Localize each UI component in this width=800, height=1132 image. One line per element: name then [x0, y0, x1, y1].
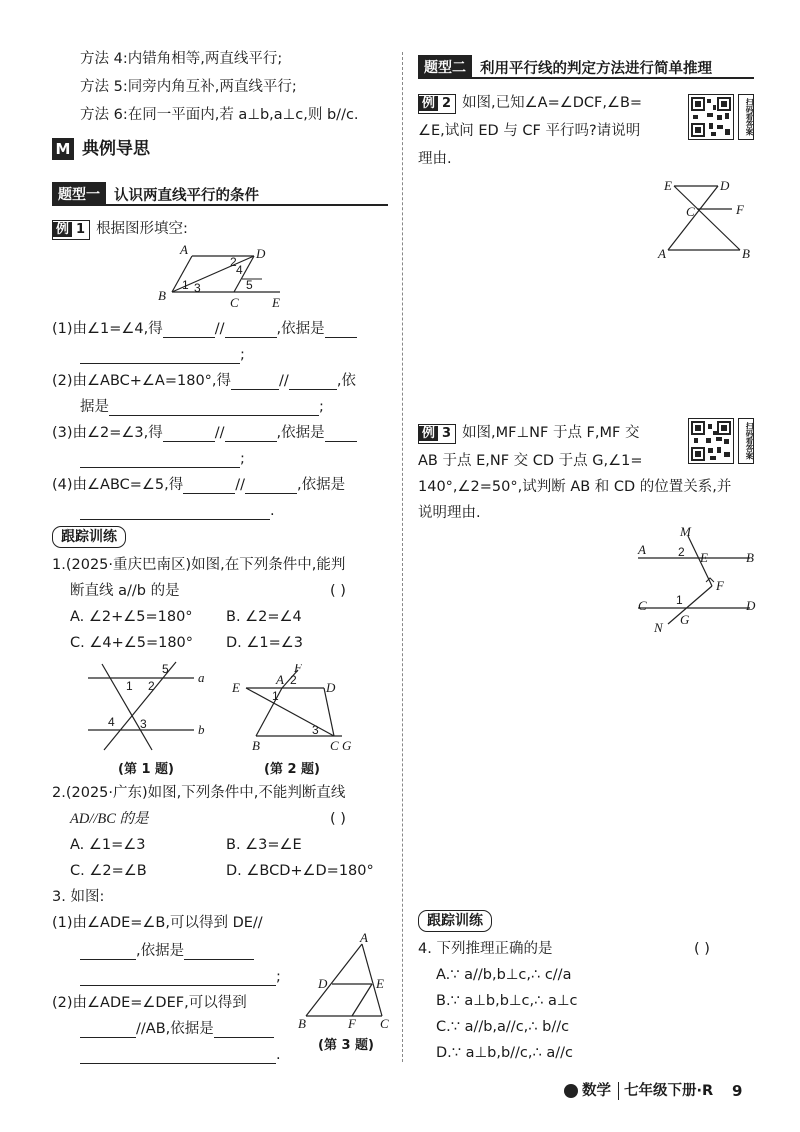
svg-text:C: C	[380, 1016, 389, 1031]
fig-label: 4	[236, 263, 243, 277]
svg-text:b: b	[198, 722, 205, 737]
ex2-line2: ∠E,试问 ED 与 CF 平行吗?请说明	[418, 123, 641, 139]
ex1-prompt: 根据图形填空:	[96, 221, 188, 237]
ex1-q4-cont: .	[80, 502, 275, 520]
svg-text:1: 1	[272, 689, 279, 703]
ex1-q2-cont: 据是 ;	[80, 399, 324, 415]
type2-tag: 题型二	[418, 55, 472, 79]
section-icon: M	[52, 138, 74, 160]
fig-label: C	[230, 295, 239, 310]
p2-caption: (第 2 题)	[264, 762, 320, 777]
method-6: 方法 6:在同一平面内,若 a⊥b,a⊥c,则 b//c.	[80, 107, 359, 123]
p4-option-a[interactable]: A.∵ a//b,b⊥c,∴ c//a	[436, 967, 572, 983]
svg-text:A: A	[658, 246, 666, 261]
svg-text:M: M	[680, 524, 691, 539]
p3-figure	[292, 932, 396, 1032]
svg-text:C: C	[330, 738, 339, 753]
svg-text:2: 2	[290, 673, 297, 687]
svg-text:B: B	[252, 738, 260, 753]
p3-q1: (1)由∠ADE=∠B,可以得到 DE//	[52, 915, 263, 931]
p2-option-b[interactable]: B. ∠3=∠E	[226, 837, 302, 853]
fig-label: 3	[194, 281, 201, 295]
svg-text:G: G	[342, 738, 352, 753]
p3-q2: (2)由∠ADE=∠DEF,可以得到	[52, 995, 247, 1011]
type1-header	[52, 183, 259, 205]
svg-text:D: D	[720, 178, 730, 193]
svg-text:F: F	[716, 578, 724, 593]
svg-text:F: F	[348, 1016, 356, 1031]
ex2-line1: 例 2 如图,已知∠A=∠DCF,∠B=	[418, 94, 642, 114]
svg-text:1: 1	[676, 593, 683, 607]
p3-q2-cont: //AB,依据是	[80, 1020, 274, 1038]
svg-text:4: 4	[108, 715, 115, 729]
svg-text:N: N	[654, 620, 663, 635]
p1-answer-paren: ( )	[330, 583, 346, 599]
p4-option-c[interactable]: C.∵ a//b,a//c,∴ b//c	[436, 1019, 570, 1035]
footer-sep	[618, 1082, 619, 1100]
ex3-qr-label: 扫码看答案	[738, 418, 754, 464]
p1-figure	[82, 660, 212, 756]
p1-option-d[interactable]: D. ∠1=∠3	[226, 635, 303, 651]
p4-option-b[interactable]: B.∵ a⊥b,b⊥c,∴ a⊥c	[436, 993, 578, 1009]
svg-text:B: B	[298, 1016, 306, 1031]
fig-label: 2	[230, 255, 237, 269]
svg-text:3: 3	[140, 717, 147, 731]
page-number: 9	[732, 1082, 743, 1100]
type1-title: 认识两直线平行的条件	[114, 187, 259, 204]
footer-subject: 数学	[582, 1083, 611, 1099]
ex3-qr-code-icon[interactable]	[688, 418, 734, 464]
p2-stem1: 2.(2025·广东)如图,下列条件中,不能判断直线	[52, 785, 346, 801]
p1-stem1: 1.(2025·重庆巴南区)如图,在下列条件中,能判	[52, 557, 346, 573]
ex1-prompt-line	[52, 220, 188, 240]
p3-q1-cont2: ;	[80, 968, 281, 986]
p1-caption: (第 1 题)	[118, 762, 174, 777]
svg-text:3: 3	[312, 723, 319, 737]
svg-text:G: G	[680, 612, 690, 627]
fig-label: A	[180, 244, 188, 257]
p2-option-c[interactable]: C. ∠2=∠B	[70, 863, 147, 879]
svg-text:C: C	[638, 598, 647, 613]
ex1-q2: (2)由∠ABC+∠A=180°,得 // ,依	[52, 373, 356, 389]
type1-underline	[52, 204, 388, 206]
p4-option-d[interactable]: D.∵ a⊥b,b//c,∴ a//c	[436, 1045, 573, 1061]
ex3-line2: AB 于点 E,NF 交 CD 于点 G,∠1=	[418, 453, 643, 469]
track-training-1: 跟踪训练	[52, 526, 126, 548]
section-title: 典例导思	[82, 139, 150, 159]
p3-caption: (第 3 题)	[318, 1038, 374, 1053]
ex1-q3: (3)由∠2=∠3,得 // ,依据是	[52, 424, 357, 442]
fig-label: D	[256, 246, 266, 261]
p4-answer-paren: ( )	[694, 941, 710, 957]
ex3-line4: 说明理由.	[418, 505, 481, 521]
method-5: 方法 5:同旁内角互补,两直线平行;	[80, 79, 297, 95]
svg-text:F: F	[294, 664, 302, 675]
p3-q2-cont2: .	[80, 1046, 281, 1064]
p2-answer-paren: ( )	[330, 811, 346, 827]
p4-stem: 4. 下列推理正确的是	[418, 941, 553, 957]
ex2-qr-code-icon[interactable]	[688, 94, 734, 140]
ex2-badge: 例 2	[418, 94, 456, 114]
p1-option-b[interactable]: B. ∠2=∠4	[226, 609, 302, 625]
ex1-q3-cont: ;	[80, 450, 245, 468]
type2-title: 利用平行线的判定方法进行简单推理	[480, 60, 712, 77]
p1-option-a[interactable]: A. ∠2+∠5=180°	[70, 609, 193, 625]
svg-text:D: D	[746, 598, 756, 613]
svg-text:A: A	[638, 542, 646, 557]
ex1-figure	[150, 244, 290, 312]
ex1-q1: (1)由∠1=∠4,得 // ,依据是	[52, 320, 357, 338]
ex1-badge: 例 1	[52, 220, 90, 240]
svg-text:E: E	[232, 680, 240, 695]
ex3-line3: 140°,∠2=50°,试判断 AB 和 CD 的位置关系,并	[418, 479, 732, 495]
column-divider	[402, 52, 403, 1062]
svg-text:1: 1	[126, 679, 133, 693]
ex3-badge: 例 3	[418, 424, 456, 444]
p2-option-a[interactable]: A. ∠1=∠3	[70, 837, 146, 853]
ex3-figure	[634, 524, 758, 636]
svg-text:D: D	[318, 976, 328, 991]
p1-stem2: 断直线 a//b 的是	[70, 583, 180, 599]
svg-text:E: E	[664, 178, 672, 193]
svg-text:A: A	[360, 932, 368, 945]
p1-option-c[interactable]: C. ∠4+∠5=180°	[70, 635, 194, 651]
svg-text:F: F	[736, 202, 744, 217]
fig-label: E	[272, 295, 280, 310]
svg-text:A: A	[276, 672, 284, 687]
p2-option-d[interactable]: D. ∠BCD+∠D=180°	[226, 863, 374, 879]
type1-tag: 题型一	[52, 182, 106, 206]
svg-text:a: a	[198, 670, 205, 685]
fig-label: 5	[246, 278, 253, 292]
ex3-line1: 例 3 如图,MF⊥NF 于点 F,MF 交	[418, 424, 639, 444]
svg-text:2: 2	[148, 679, 155, 693]
p3-stem: 3. 如图:	[52, 889, 105, 905]
ex2-qr-label: 扫码看答案	[738, 94, 754, 140]
svg-text:C: C	[686, 204, 695, 219]
footer-grade: 七年级下册·R	[624, 1083, 714, 1099]
footer-logo-icon	[564, 1084, 578, 1098]
ex1-q1-cont: ;	[80, 346, 245, 364]
svg-text:B: B	[742, 246, 750, 261]
fig-label: B	[158, 288, 166, 303]
track-training-2: 跟踪训练	[418, 910, 492, 932]
svg-text:B: B	[746, 550, 754, 565]
svg-text:E: E	[376, 976, 384, 991]
ex2-figure	[654, 176, 764, 264]
ex2-line3: 理由.	[418, 151, 452, 167]
p2-stem2: AD//BC 的是	[70, 811, 149, 827]
svg-text:E: E	[700, 550, 708, 565]
p3-q1-cont: ,依据是	[80, 942, 254, 960]
type2-underline	[418, 77, 754, 79]
svg-text:5: 5	[162, 662, 169, 676]
svg-text:D: D	[326, 680, 336, 695]
ex1-q4: (4)由∠ABC=∠5,得 // ,依据是	[52, 477, 346, 493]
fig-label: 1	[182, 278, 189, 292]
type2-header	[418, 56, 712, 78]
svg-text:2: 2	[678, 545, 685, 559]
method-4: 方法 4:内错角相等,两直线平行;	[80, 51, 283, 67]
p2-figure	[232, 664, 362, 756]
